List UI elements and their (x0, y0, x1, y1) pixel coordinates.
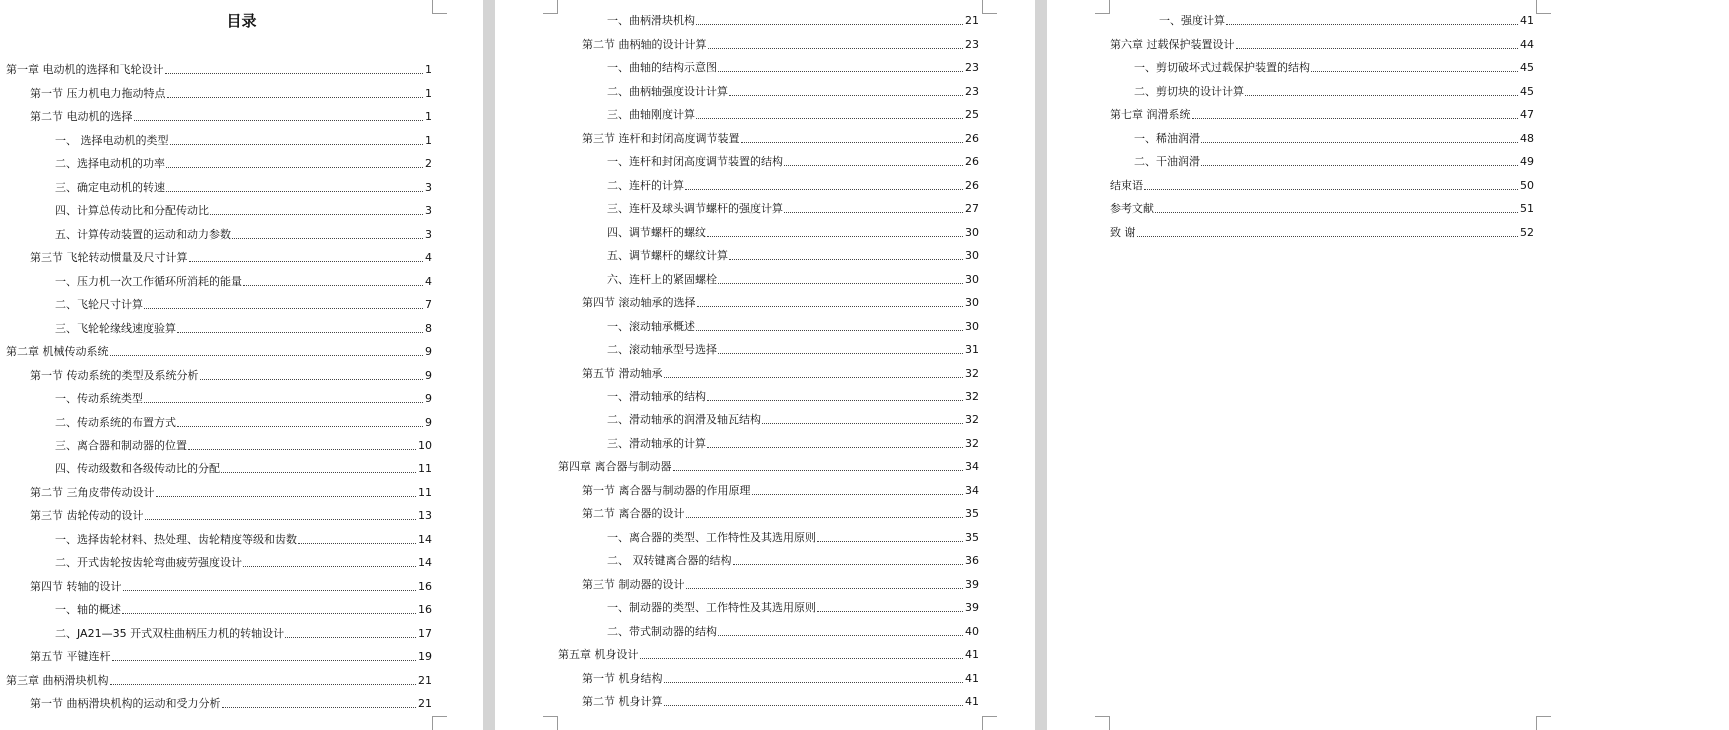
toc-entry[interactable] (558, 75, 979, 98)
toc-entry-page-number: 4 (425, 251, 432, 265)
toc-entry-title: 一、连杆和封闭高度调节装置的结构 (607, 155, 783, 169)
page-gap (1035, 0, 1047, 730)
toc-entry-title: 五、调节螺杆的螺纹计算 (607, 249, 728, 263)
toc-entry-page-number: 41 (1520, 14, 1534, 28)
toc-entry-title: 一、离合器的类型、工作特性及其选用原则 (607, 530, 816, 544)
toc-entry-title: 三、连杆及球头调节螺杆的强度计算 (607, 202, 783, 216)
page-corner-mark (543, 716, 558, 730)
toc-entry-page-number: 3 (425, 204, 432, 218)
dot-leader (718, 283, 963, 284)
toc-entry-page-number: 32 (965, 389, 979, 403)
dot-leader (696, 330, 963, 331)
toc-entry-page-number: 23 (965, 84, 979, 98)
toc-entry[interactable] (558, 686, 979, 709)
page-corner-mark (1536, 716, 1551, 730)
toc-entry[interactable] (558, 639, 979, 662)
toc-entry-title: 第五节 滑动轴承 (582, 366, 663, 380)
toc-entry[interactable] (1110, 146, 1534, 169)
dot-leader (1137, 236, 1519, 237)
dot-leader (1192, 118, 1519, 119)
toc-entry[interactable] (558, 592, 979, 615)
toc-entry[interactable] (558, 28, 979, 51)
toc-entry-page-number: 3 (425, 180, 432, 194)
toc-entry-title: 第四章 离合器与制动器 (558, 460, 672, 474)
toc-entry-title: 三、确定电动机的转速 (55, 180, 165, 194)
dot-leader (1245, 95, 1518, 96)
dot-leader (696, 24, 963, 25)
dot-leader (729, 95, 963, 96)
toc-entry-page-number: 14 (418, 532, 432, 546)
toc-entry-title: 第一节 离合器与制动器的作用原理 (582, 483, 751, 497)
toc-entry-page-number: 35 (965, 530, 979, 544)
dot-leader (673, 470, 964, 471)
toc-entry-title: 二、 双转键离合器的结构 (607, 554, 732, 568)
toc-entry-page-number: 39 (965, 577, 979, 591)
toc-entry-title: 第二节 离合器的设计 (582, 507, 685, 521)
toc-entry-title: 三、曲轴刚度计算 (607, 108, 695, 122)
toc-entry-page-number: 45 (1520, 61, 1534, 75)
toc-entry[interactable] (558, 498, 979, 521)
toc-entry[interactable] (558, 662, 979, 685)
toc-entry-page-number: 21 (965, 14, 979, 28)
dot-leader (156, 496, 417, 497)
toc-entry-page-number: 51 (1520, 202, 1534, 216)
toc-entry-title: 二、JA21—35 开式双柱曲柄压力机的转轴设计 (55, 626, 285, 640)
toc-entry-title: 六、连杆上的紧固螺栓 (607, 272, 717, 286)
dot-leader (145, 519, 417, 520)
dot-leader (112, 660, 417, 661)
toc-entry[interactable] (6, 171, 432, 194)
dot-leader (200, 379, 424, 380)
toc-entry[interactable] (1110, 169, 1534, 192)
toc-entry-title: 二、滑动轴承的润滑及轴瓦结构 (607, 413, 761, 427)
toc-entry-title: 第二章 机械传动系统 (6, 345, 109, 359)
toc-entry-title: 四、传动级数和各级传动比的分配 (55, 462, 220, 476)
dot-leader (165, 73, 424, 74)
toc-entry[interactable] (6, 101, 432, 124)
dot-leader (243, 566, 416, 567)
toc-entry-title: 三、飞轮轮缘线速度验算 (55, 321, 176, 335)
toc-entry[interactable] (558, 240, 979, 263)
toc-entry-page-number: 13 (418, 509, 432, 523)
toc-entry-title: 四、调节螺杆的螺纹 (607, 225, 706, 239)
toc-entry-title: 二、曲柄轴强度设计计算 (607, 84, 728, 98)
toc-entry[interactable] (558, 357, 979, 380)
toc-entry[interactable] (6, 289, 432, 312)
dot-leader (718, 353, 963, 354)
toc-entry-page-number: 35 (965, 507, 979, 521)
toc-entry[interactable] (6, 453, 432, 476)
toc-entry-page-number: 30 (965, 225, 979, 239)
toc-entry[interactable] (6, 265, 432, 288)
toc-entry-title: 一、传动系统类型 (55, 392, 143, 406)
toc-entry[interactable] (558, 310, 979, 333)
toc-entry-page-number: 7 (425, 298, 432, 312)
dot-leader (718, 635, 963, 636)
toc-entry-title: 第七章 润滑系统 (1110, 108, 1191, 122)
dot-leader (166, 191, 423, 192)
toc-entry[interactable] (558, 381, 979, 404)
toc-entry-page-number: 26 (965, 131, 979, 145)
toc-entry-title: 第四节 滚动轴承的选择 (582, 296, 696, 310)
dot-leader (1201, 142, 1518, 143)
dot-leader (110, 355, 424, 356)
toc-entry-title: 第五章 机身设计 (558, 648, 639, 662)
dot-leader (110, 684, 417, 685)
toc-entry-title: 一、轴的概述 (55, 603, 121, 617)
toc-entry-page-number: 30 (965, 296, 979, 310)
toc-entry[interactable] (1110, 216, 1534, 239)
dot-leader (685, 189, 963, 190)
toc-entry[interactable] (1110, 99, 1534, 122)
toc-entry[interactable] (558, 5, 979, 28)
document-page-1 (0, 0, 483, 730)
toc-entry-page-number: 45 (1520, 84, 1534, 98)
toc-entry-title: 第二节 三角皮带传动设计 (30, 485, 155, 499)
dot-leader (167, 97, 424, 98)
dot-leader (708, 48, 964, 49)
toc-entry-title: 一、压力机一次工作循环所消耗的能量 (55, 274, 242, 288)
toc-entry[interactable] (6, 124, 432, 147)
toc-entry-title: 一、曲轴的结构示意图 (607, 61, 717, 75)
dot-leader (210, 214, 423, 215)
toc-entry-page-number: 34 (965, 483, 979, 497)
toc-entry[interactable] (6, 336, 432, 359)
toc-entry-page-number: 23 (965, 37, 979, 51)
dot-leader (177, 426, 423, 427)
dot-leader (817, 541, 963, 542)
document-page-2 (495, 0, 1035, 730)
dot-leader (285, 637, 416, 638)
toc-entry-page-number: 16 (418, 579, 432, 593)
toc-entry-title: 一、滚动轴承概述 (607, 319, 695, 333)
toc-entry-page-number: 11 (418, 485, 432, 499)
dot-leader (762, 423, 963, 424)
toc-entry-page-number: 30 (965, 319, 979, 333)
toc-entry[interactable] (6, 406, 432, 429)
dot-leader (741, 142, 964, 143)
toc-entry-title: 第三章 曲柄滑块机构 (6, 673, 109, 687)
toc-entry-page-number: 4 (425, 274, 432, 288)
toc-entry-title: 第三节 齿轮传动的设计 (30, 509, 144, 523)
dot-leader (784, 212, 963, 213)
dot-leader (177, 332, 423, 333)
toc-entry-title: 第二节 机身计算 (582, 695, 663, 709)
page-gap (483, 0, 495, 730)
dot-leader (1226, 24, 1518, 25)
toc-title: 目录 (226, 12, 257, 30)
dot-leader (640, 658, 964, 659)
toc-entry[interactable] (6, 617, 432, 640)
dot-leader (733, 564, 964, 565)
toc-entry-page-number: 26 (965, 178, 979, 192)
toc-entry-title: 三、离合器和制动器的位置 (55, 438, 187, 452)
toc-entry-page-number: 41 (965, 671, 979, 685)
toc-entry-title: 一、选择齿轮材料、热处理、齿轮精度等级和齿数 (55, 532, 297, 546)
page-corner-mark (1536, 0, 1551, 14)
toc-entry-title: 一、制动器的类型、工作特性及其选用原则 (607, 601, 816, 615)
toc-entry-page-number: 49 (1520, 155, 1534, 169)
dot-leader (144, 308, 423, 309)
toc-entry-title: 第一节 传动系统的类型及系统分析 (30, 368, 199, 382)
toc-entry[interactable] (6, 688, 432, 711)
toc-entry-title: 第二节 曲柄轴的设计计算 (582, 37, 707, 51)
toc-entry-title: 第三节 飞轮转动惯量及尺寸计算 (30, 251, 188, 265)
toc-entry-title: 四、计算总传动比和分配传动比 (55, 204, 209, 218)
toc-entry-page-number: 25 (965, 108, 979, 122)
toc-entry-title: 第四节 转轴的设计 (30, 579, 122, 593)
toc-entry-title: 一、稀油润滑 (1134, 131, 1200, 145)
toc-entry-page-number: 34 (965, 460, 979, 474)
dot-leader (170, 144, 424, 145)
toc-entry-title: 二、连杆的计算 (607, 178, 684, 192)
toc-entry[interactable] (6, 359, 432, 382)
dot-leader (697, 306, 964, 307)
toc-entry[interactable] (558, 334, 979, 357)
dot-leader (222, 707, 417, 708)
toc-entry[interactable] (558, 615, 979, 638)
toc-entry[interactable] (6, 312, 432, 335)
toc-entry[interactable] (1110, 75, 1534, 98)
dot-leader (707, 236, 963, 237)
toc-entry-page-number: 26 (965, 155, 979, 169)
toc-entry-page-number: 9 (425, 392, 432, 406)
dot-leader (752, 494, 964, 495)
dot-leader (122, 613, 416, 614)
toc-entry-title: 二、开式齿轮按齿轮弯曲疲劳强度设计 (55, 556, 242, 570)
dot-leader (696, 118, 963, 119)
toc-entry-page-number: 8 (425, 321, 432, 335)
dot-leader (686, 517, 964, 518)
toc-entry-page-number: 9 (425, 345, 432, 359)
toc-entry[interactable] (6, 500, 432, 523)
toc-entry[interactable] (558, 193, 979, 216)
toc-entry[interactable] (1110, 52, 1534, 75)
toc-entry-page-number: 14 (418, 556, 432, 570)
toc-entry[interactable] (6, 641, 432, 664)
toc-entry-page-number: 1 (425, 133, 432, 147)
toc-entry[interactable] (558, 545, 979, 568)
toc-entry-page-number: 1 (425, 63, 432, 77)
toc-list (558, 5, 979, 709)
dot-leader (707, 447, 963, 448)
toc-entry[interactable] (558, 521, 979, 544)
toc-entry[interactable] (558, 474, 979, 497)
dot-leader (166, 167, 423, 168)
toc-entry-page-number: 27 (965, 202, 979, 216)
toc-entry[interactable] (558, 568, 979, 591)
toc-entry-page-number: 31 (965, 343, 979, 357)
toc-entry-page-number: 9 (425, 368, 432, 382)
toc-entry[interactable] (6, 218, 432, 241)
toc-list (1110, 5, 1534, 240)
dot-leader (729, 259, 963, 260)
toc-entry-page-number: 19 (418, 650, 432, 664)
dot-leader (718, 71, 963, 72)
toc-entry[interactable] (6, 664, 432, 687)
toc-entry-title: 第五节 平键连杆 (30, 650, 111, 664)
toc-entry-page-number: 3 (425, 227, 432, 241)
dot-leader (664, 705, 964, 706)
dot-leader (232, 238, 423, 239)
toc-entry-page-number: 1 (425, 110, 432, 124)
page-corner-mark (543, 0, 558, 14)
dot-leader (189, 261, 424, 262)
page-corner-mark (432, 716, 447, 730)
dot-leader (188, 449, 416, 450)
toc-entry-page-number: 32 (965, 413, 979, 427)
toc-list (6, 54, 432, 711)
toc-entry[interactable] (6, 242, 432, 265)
toc-entry-title: 一、滑动轴承的结构 (607, 389, 706, 403)
toc-entry-page-number: 11 (418, 462, 432, 476)
toc-entry-page-number: 17 (418, 626, 432, 640)
toc-entry-page-number: 30 (965, 272, 979, 286)
dot-leader (784, 165, 963, 166)
dot-leader (1201, 165, 1518, 166)
document-page-3 (1047, 0, 1729, 730)
toc-entry-page-number: 16 (418, 603, 432, 617)
toc-entry-title: 结束语 (1110, 178, 1143, 192)
toc-entry-page-number: 21 (418, 673, 432, 687)
toc-entry[interactable] (6, 77, 432, 100)
toc-entry[interactable] (1110, 5, 1534, 28)
toc-entry-title: 二、滚动轴承型号选择 (607, 343, 717, 357)
toc-entry-page-number: 39 (965, 601, 979, 615)
toc-entry-title: 三、滑动轴承的计算 (607, 436, 706, 450)
toc-entry-page-number: 32 (965, 366, 979, 380)
toc-entry[interactable] (558, 122, 979, 145)
toc-entry-title: 参考文献 (1110, 202, 1154, 216)
toc-entry-page-number: 1 (425, 86, 432, 100)
toc-entry[interactable] (6, 570, 432, 593)
dot-leader (1236, 48, 1519, 49)
toc-entry-page-number: 48 (1520, 131, 1534, 145)
toc-entry[interactable] (558, 404, 979, 427)
toc-entry[interactable] (6, 148, 432, 171)
toc-entry[interactable] (6, 476, 432, 499)
dot-leader (134, 120, 424, 121)
toc-entry-page-number: 21 (418, 697, 432, 711)
toc-entry[interactable] (558, 146, 979, 169)
toc-entry-title: 二、飞轮尺寸计算 (55, 298, 143, 312)
toc-entry-title: 二、剪切块的设计计算 (1134, 84, 1244, 98)
toc-entry-title: 第一章 电动机的选择和飞轮设计 (6, 63, 164, 77)
toc-entry-title: 一、曲柄滑块机构 (607, 14, 695, 28)
toc-entry-title: 二、传动系统的布置方式 (55, 415, 176, 429)
toc-entry[interactable] (6, 523, 432, 546)
dot-leader (817, 611, 963, 612)
toc-entry-title: 二、带式制动器的结构 (607, 624, 717, 638)
dot-leader (664, 377, 964, 378)
page-corner-mark (1095, 716, 1110, 730)
dot-leader (123, 590, 417, 591)
toc-entry-page-number: 44 (1520, 37, 1534, 51)
toc-entry-page-number: 50 (1520, 178, 1534, 192)
toc-entry-title: 二、干油润滑 (1134, 155, 1200, 169)
toc-entry[interactable] (558, 427, 979, 450)
toc-entry-page-number: 41 (965, 648, 979, 662)
toc-entry[interactable] (558, 287, 979, 310)
toc-entry-page-number: 23 (965, 61, 979, 75)
toc-entry-page-number: 36 (965, 554, 979, 568)
dot-leader (298, 543, 416, 544)
dot-leader (686, 588, 964, 589)
toc-entry[interactable] (558, 169, 979, 192)
toc-entry-page-number: 47 (1520, 108, 1534, 122)
page-corner-mark (1095, 0, 1110, 14)
toc-entry-title: 一、强度计算 (1159, 14, 1225, 28)
toc-entry-page-number: 10 (418, 438, 432, 452)
toc-entry[interactable] (558, 216, 979, 239)
toc-entry[interactable] (1110, 122, 1534, 145)
toc-entry-page-number: 32 (965, 436, 979, 450)
toc-entry-page-number: 2 (425, 157, 432, 171)
dot-leader (664, 682, 964, 683)
toc-entry-page-number: 9 (425, 415, 432, 429)
page-corner-mark (982, 716, 997, 730)
toc-entry-title: 第一节 压力机电力拖动特点 (30, 86, 166, 100)
toc-entry[interactable] (6, 54, 432, 77)
toc-entry-title: 第二节 电动机的选择 (30, 110, 133, 124)
toc-entry-page-number: 40 (965, 624, 979, 638)
toc-entry[interactable] (558, 263, 979, 286)
dot-leader (144, 402, 423, 403)
toc-entry-title: 一、 选择电动机的类型 (55, 133, 169, 147)
toc-entry[interactable] (6, 383, 432, 406)
toc-entry-title: 第三节 制动器的设计 (582, 577, 685, 591)
toc-entry-page-number: 30 (965, 249, 979, 263)
toc-entry[interactable] (558, 52, 979, 75)
dot-leader (1144, 189, 1518, 190)
toc-entry-page-number: 41 (965, 695, 979, 709)
dot-leader (707, 400, 963, 401)
toc-entry-title: 第三节 连杆和封闭高度调节装置 (582, 131, 740, 145)
toc-entry-title: 五、计算传动装置的运动和动力参数 (55, 227, 231, 241)
toc-entry[interactable] (6, 430, 432, 453)
page-corner-mark (982, 0, 997, 14)
toc-entry[interactable] (1110, 193, 1534, 216)
toc-entry-page-number: 52 (1520, 225, 1534, 239)
toc-entry-title: 二、选择电动机的功率 (55, 157, 165, 171)
toc-entry[interactable] (6, 195, 432, 218)
toc-entry[interactable] (6, 594, 432, 617)
dot-leader (221, 472, 416, 473)
toc-entry-title: 致 谢 (1110, 225, 1136, 239)
dot-leader (1155, 212, 1518, 213)
toc-entry[interactable] (6, 547, 432, 570)
dot-leader (243, 285, 423, 286)
toc-entry-title: 第一节 曲柄滑块机构的运动和受力分析 (30, 697, 221, 711)
toc-entry-title: 第一节 机身结构 (582, 671, 663, 685)
toc-entry[interactable] (558, 451, 979, 474)
toc-entry-title: 一、剪切破坏式过载保护装置的结构 (1134, 61, 1310, 75)
dot-leader (1311, 71, 1518, 72)
toc-entry[interactable] (558, 99, 979, 122)
toc-entry-title: 第六章 过载保护装置设计 (1110, 37, 1235, 51)
toc-entry[interactable] (1110, 28, 1534, 51)
